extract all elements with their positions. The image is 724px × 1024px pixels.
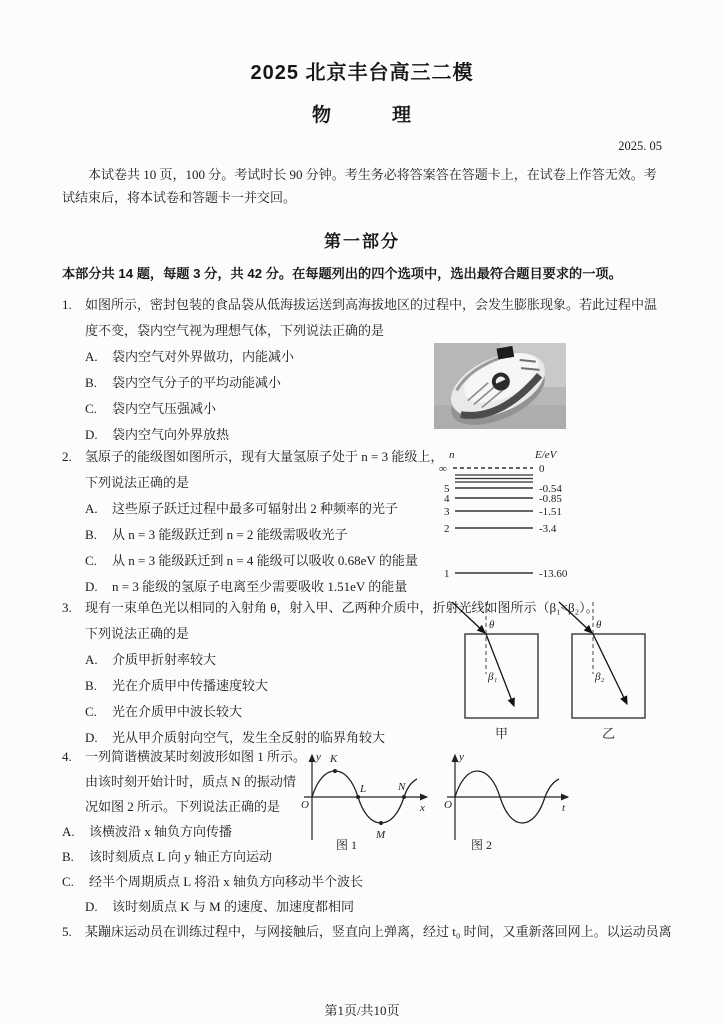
level-energy: 0: [539, 463, 545, 475]
option-label: D.: [85, 899, 98, 914]
refraction-diagram: [440, 596, 672, 744]
origin-label: O: [301, 799, 309, 811]
option-text: 从 n = 3 能级跃迁到 n = 2 能级需吸收光子: [112, 527, 348, 542]
option-text: 从 n = 3 能级跃迁到 n = 4 能级可以吸收 0.68eV 的能量: [112, 553, 418, 568]
level-label: 1: [444, 568, 450, 580]
section-heading: 第一部分: [324, 232, 400, 251]
option-text: 经半个周期质点 L 将沿 x 轴负方向移动半个波长: [89, 874, 363, 889]
option-label: B.: [62, 849, 74, 864]
option-label: C.: [62, 874, 74, 889]
medium-caption-right: 乙: [602, 726, 616, 741]
section-instruction: 本部分共 14 题，每题 3 分，共 42 分。在每题列出的四个选项中，选出最符合题目要求的一项。: [62, 266, 622, 281]
option-b: [62, 522, 444, 548]
intro-paragraph: [62, 163, 664, 209]
option-label: D.: [85, 730, 98, 745]
question-text: 况如图 2 所示。下列说法正确的是: [85, 799, 281, 814]
axis-label-n: n: [449, 449, 455, 461]
waveform-figure-2: [443, 748, 577, 852]
option-label: B.: [85, 527, 97, 542]
point-n-label: N: [398, 781, 406, 793]
axis-label-y: y: [459, 751, 464, 763]
option-label: C.: [85, 553, 97, 568]
option-c: [62, 869, 668, 894]
option-label: B.: [85, 678, 97, 693]
energy-level-diagram: [437, 448, 615, 586]
question-1: [62, 292, 668, 448]
question-text: 某蹦床运动员在训练过程中，与网接触后，竖直向上弹离，经过 t₀ 时间，又重新落回网上。以运动员离: [85, 924, 672, 939]
point-l-label: L: [360, 783, 367, 795]
axis-label-x: x: [420, 802, 425, 814]
question-number: 3.: [62, 600, 72, 615]
intro-line: 本试卷共 10 页，100 分。考试时长 90 分钟。考生务必将答案答在答题卡上，在试卷上作答无效。考: [88, 167, 657, 182]
option-a: [62, 496, 444, 522]
question-text: 度不变，袋内空气视为理想气体，下列说法正确的是: [85, 323, 385, 338]
axis-label-y: y: [316, 751, 321, 763]
exam-date: 2025. 05: [618, 139, 662, 153]
question-number: 2.: [62, 449, 72, 464]
point-k-label: K: [330, 753, 338, 765]
page-footer: 第1页/共10页: [324, 1003, 400, 1018]
option-text: 袋内空气压强减小: [112, 401, 217, 416]
option-text: 袋内空气分子的平均动能减小: [112, 375, 282, 390]
option-label: A.: [85, 652, 98, 667]
food-bag-photo: [434, 343, 566, 429]
question-text: 由该时刻开始计时，质点 N 的振动情: [85, 774, 296, 789]
option-label: C.: [85, 704, 97, 719]
origin-label: O: [444, 799, 452, 811]
question-2: [62, 444, 444, 600]
waveform-figure-1: [300, 748, 436, 852]
option-text: 袋内空气对外界做功，内能减小: [112, 349, 295, 364]
option-text: 光从甲介质射向空气，发生全反射的临界角较大: [112, 730, 386, 745]
option-c: [62, 396, 668, 422]
angle-beta1-label: β₁: [488, 671, 498, 683]
level-label: 3: [444, 506, 450, 518]
option-text: 袋内空气向外界放热: [112, 427, 230, 442]
question-text: 下列说法正确的是: [85, 475, 190, 490]
question-number: 5.: [62, 924, 72, 939]
level-energy: -3.4: [539, 523, 557, 535]
medium-caption-left: 甲: [495, 726, 509, 741]
axis-label-t: t: [562, 802, 566, 814]
option-d: [62, 894, 668, 919]
question-text: 如图所示，密封包装的食品袋从低海拔运送到高海拔地区的过程中，会发生膨胀现象。若此过程中温: [85, 297, 658, 312]
option-label: D.: [85, 579, 98, 594]
option-text: n = 3 能级的氢原子电离至少需要吸收 1.51eV 的能量: [112, 579, 408, 594]
option-text: 光在介质甲中传播速度较大: [112, 678, 269, 693]
angle-theta-label: θ: [489, 619, 495, 631]
question-text: 下列说法正确的是: [85, 626, 190, 641]
option-text: 该横波沿 x 轴负方向传播: [89, 824, 233, 839]
option-label: C.: [85, 401, 97, 416]
level-energy: -13.60: [539, 568, 568, 580]
angle-theta-label: θ: [596, 619, 602, 631]
level-energy: -0.54: [539, 483, 562, 495]
question-5: [62, 919, 712, 945]
option-b: [62, 370, 668, 396]
option-text: 光在介质甲中波长较大: [112, 704, 243, 719]
question-number: 1.: [62, 297, 72, 312]
level-label: ∞: [439, 463, 447, 475]
option-label: A.: [85, 349, 98, 364]
option-c: [62, 548, 444, 574]
question-text: 一列简谐横波某时刻波形如图 1 所示。: [85, 749, 307, 764]
question-number: 4.: [62, 749, 72, 764]
option-text: 该时刻质点 K 与 M 的速度、加速度都相同: [112, 899, 354, 914]
level-label: 4: [444, 493, 450, 505]
option-text: 该时刻质点 L 向 y 轴正方向运动: [89, 849, 272, 864]
point-m-label: M: [376, 829, 386, 841]
level-energy: -1.51: [539, 506, 562, 518]
figure-caption: 图 1: [336, 838, 358, 852]
figure-caption: 图 2: [471, 838, 493, 852]
option-label: A.: [85, 501, 98, 516]
subject-title: 物 理: [311, 105, 412, 126]
question-text: 氢原子的能级图如图所示，现有大量氢原子处于 n = 3 能级上，: [85, 449, 444, 464]
option-text: 介质甲折射率较大: [112, 652, 217, 667]
level-energy: -0.85: [539, 493, 562, 505]
doc-title: 2025 北京丰台高三二模: [250, 62, 474, 84]
level-label: 5: [444, 483, 450, 495]
option-a: [62, 344, 668, 370]
intro-line: 试结束后，将本试卷和答题卡一并交回。: [62, 190, 297, 205]
option-label: B.: [85, 375, 97, 390]
axis-label-e: E/eV: [535, 449, 557, 461]
angle-beta2-label: β₂: [595, 671, 605, 683]
level-label: 2: [444, 523, 450, 535]
question-text: 现有一束单色光以相同的入射角 θ，射入甲、乙两种介质中，折射光线如图所示（β₁<β₂）。: [85, 600, 599, 615]
option-text: 这些原子跃迁过程中最多可辐射出 2 种频率的光子: [112, 501, 399, 516]
option-label: D.: [85, 427, 98, 442]
option-label: A.: [62, 824, 75, 839]
